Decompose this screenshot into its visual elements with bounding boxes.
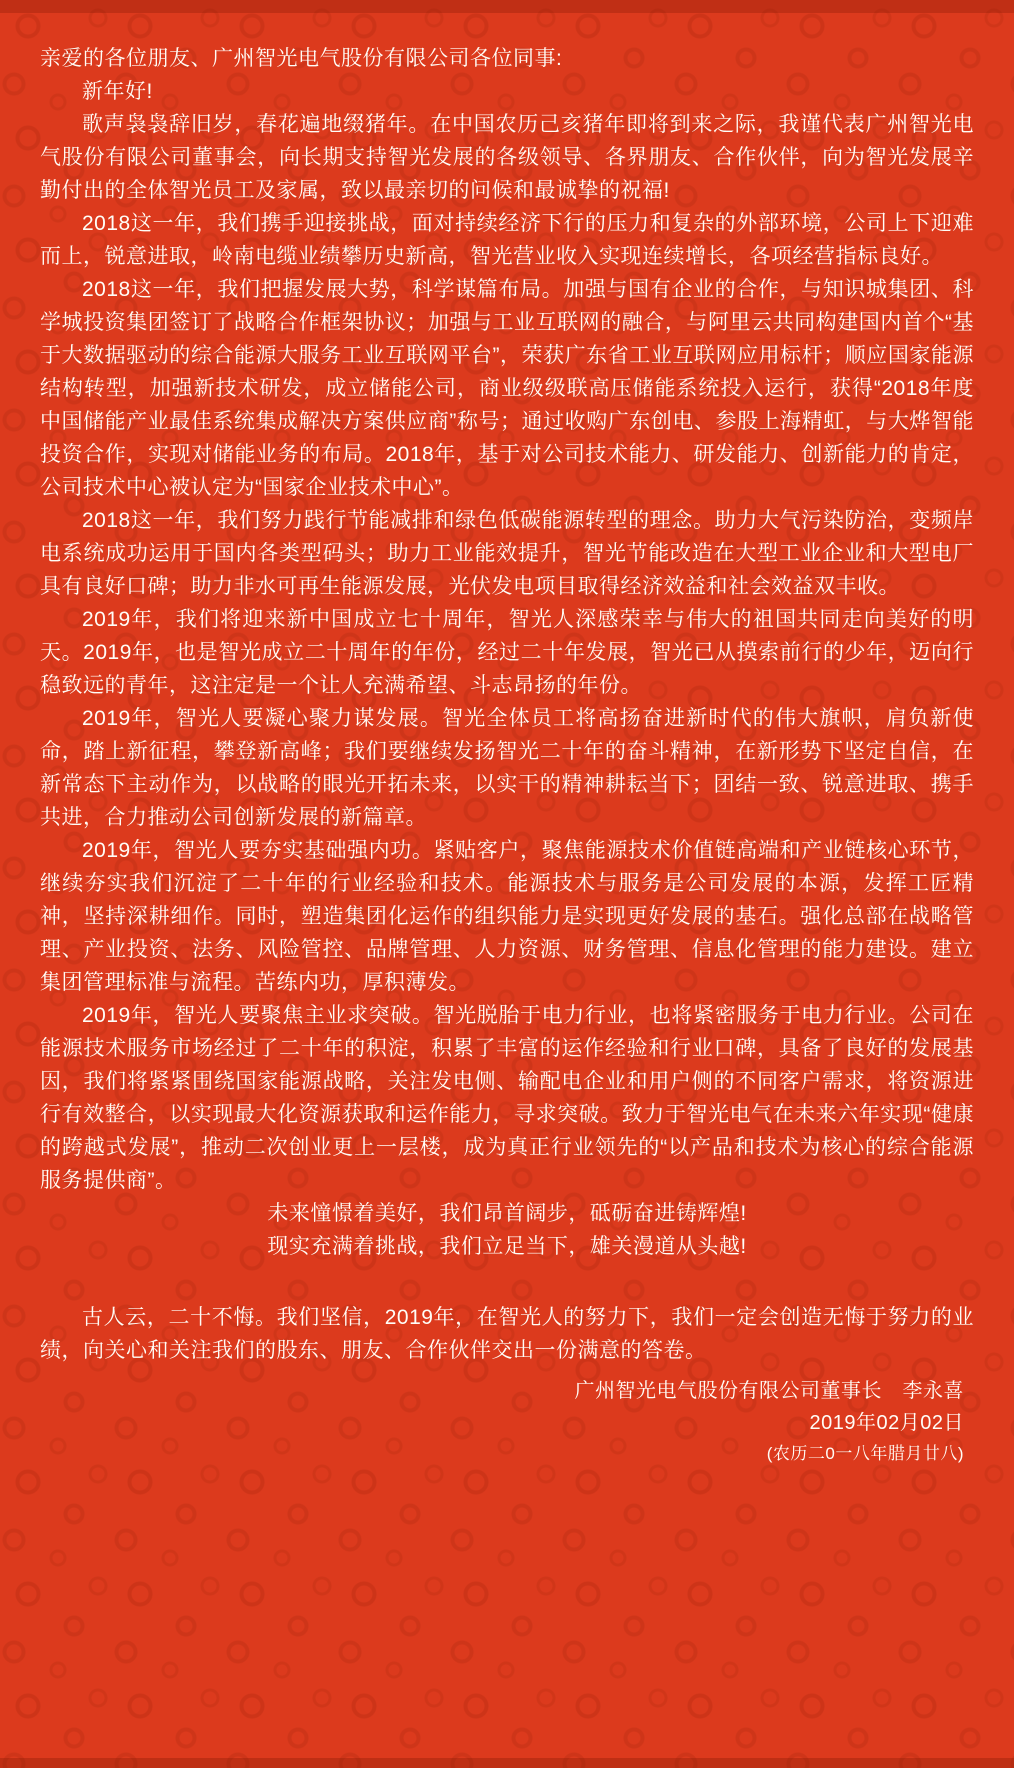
signature-lunar-date: (农历二0一八年腊月廿八) <box>766 1444 964 1463</box>
greeting-line: 新年好! <box>82 80 153 103</box>
paragraph-closing: 古人云，二十不悔。我们坚信，2019年，在智光人的努力下，我们一定会创造无悔于努力的业绩，向关心和关注我们的股东、朋友、合作伙伴交出一份满意的答卷。 <box>40 1306 974 1362</box>
bottom-border-band <box>0 1758 1014 1768</box>
salutation: 亲爱的各位朋友、广州智光电气股份有限公司各位同事: <box>40 47 563 70</box>
slogan-line-future: 未来憧憬着美好，我们昂首阔步，砥砺奋进铸辉煌! <box>267 1202 747 1225</box>
paragraph-2019-outlook: 2019年，我们将迎来新中国成立七十周年，智光人深感荣幸与伟大的祖国共同走向美好的明天。2019年，也是智光成立二十周年的年份，经过二十年发展，智光已从摸索前行的少年，迈向行稳致远的青年，这注定是一个让人充满希望、斗志昂扬的年份。 <box>40 608 974 697</box>
signature-date: 2019年02月02日 <box>809 1412 964 1434</box>
paragraph-2018-review-1: 2018这一年，我们携手迎接挑战，面对持续经济下行的压力和复杂的外部环境，公司上下迎难而上，锐意进取，岭南电缆业绩攀历史新高，智光营业收入实现连续增长，各项经营指标良好。 <box>40 212 974 268</box>
slogan-block <box>40 1197 974 1263</box>
signature-block <box>40 1375 974 1469</box>
paragraph-2019-breakthrough: 2019年，智光人要聚焦主业求突破。智光脱胎于电力行业，也将紧密服务于电力行业。公司在能源技术服务市场经过了二十年的积淀，积累了丰富的运作经验和行业口碑，具备了良好的发展基因，我们将紧紧围绕国家能源战略，关注发电侧、输配电企业和用户侧的不同客户需求，将资源进行有效整合，以实现最大化资源获取和运作能力，寻求突破。致力于智光电气在未来六年实现“健康的跨越式发展”，推动二次创业更上一层楼，成为真正行业领先的“以产品和技术为核心的综合能源服务提供商”。 <box>40 1004 974 1192</box>
paragraph-2019-unity: 2019年，智光人要凝心聚力谋发展。智光全体员工将高扬奋进新时代的伟大旗帜，肩负新使命，踏上新征程，攀登新高峰；我们要继续发扬智光二十年的奋斗精神，在新形势下坚定自信，在新常态下主动作为，以战略的眼光开拓未来，以实干的精神耕耘当下；团结一致、锐意进取、携手共进，合力推动公司创新发展的新篇章。 <box>40 707 974 829</box>
slogan-line-reality: 现实充满着挑战，我们立足当下，雄关漫道从头越! <box>267 1235 747 1258</box>
paragraph-opening: 歌声袅袅辞旧岁，春花遍地缀猪年。在中国农历己亥猪年即将到来之际，我谨代表广州智光电气股份有限公司董事会，向长期支持智光发展的各级领导、各界朋友、合作伙伴，向为智光发展辛勤付出的全体智光员工及家属，致以最亲切的问候和最诚挚的祝福! <box>40 113 974 202</box>
paragraph-2018-review-2: 2018这一年，我们把握发展大势，科学谋篇布局。加强与国有企业的合作，与知识城集团、科学城投资集团签订了战略合作框架协议；加强与工业互联网的融合，与阿里云共同构建国内首个“基于大数据驱动的综合能源大服务工业互联网平台”，荣获广东省工业互联网应用标杆；顺应国家能源结构转型，加强新技术研发，成立储能公司，商业级级联高压储能系统投入运行，获得“2018年度中国储能产业最佳系统集成解决方案供应商”称号；通过收购广东创电、参股上海精虹，与大烨智能投资合作，实现对储能业务的布局。2018年，基于对公司技术能力、研发能力、创新能力的肯定，公司技术中心被认定为“国家企业技术中心”。 <box>40 278 974 499</box>
paragraph-2019-foundation: 2019年，智光人要夯实基础强内功。紧贴客户，聚焦能源技术价值链高端和产业链核心环节，继续夯实我们沉淀了二十年的行业经验和技术。能源技术与服务是公司发展的本源，发挥工匠精神，坚持深耕细作。同时，塑造集团化运作的组织能力是实现更好发展的基石。强化总部在战略管理、产业投资、法务、风险管控、品牌管理、人力资源、财务管理、信息化管理的能力建设。建立集团管理标准与流程。苦练内功，厚积薄发。 <box>40 839 974 994</box>
signature-signer: 广州智光电气股份有限公司董事长 李永喜 <box>574 1380 964 1402</box>
paragraph-2018-review-3: 2018这一年，我们努力践行节能减排和绿色低碳能源转型的理念。助力大气污染防治，变频岸电系统成功运用于国内各类型码头；助力工业能效提升，智光节能改造在大型工业企业和大型电厂具有良好口碑；助力非水可再生能源发展，光伏发电项目取得经济效益和社会效益双丰收。 <box>40 509 974 598</box>
